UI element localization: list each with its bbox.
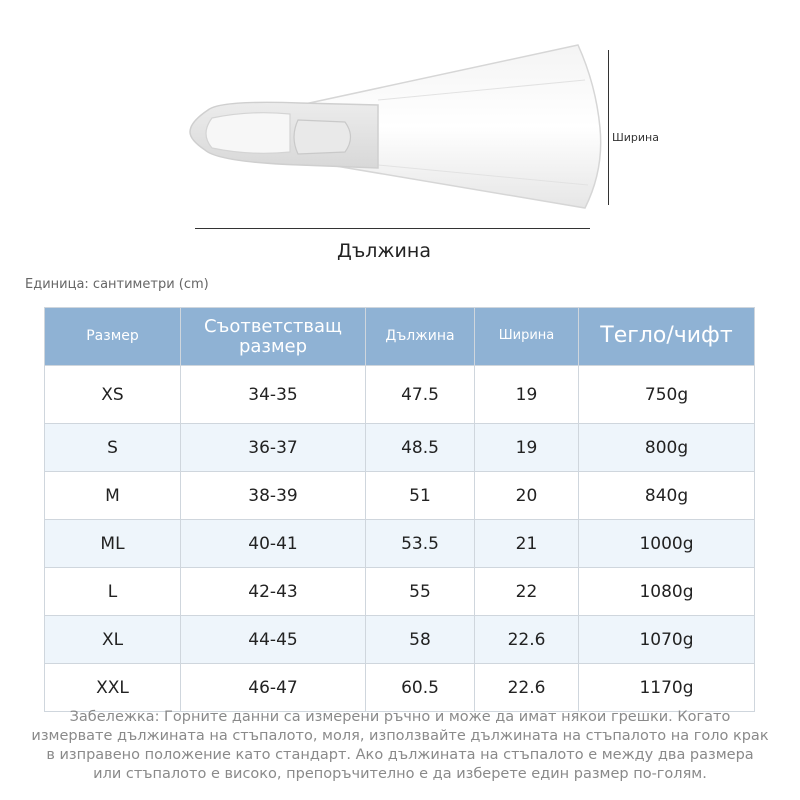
- cell-matching-size: 38-39: [181, 472, 366, 520]
- cell-size: S: [45, 424, 181, 472]
- length-dimension-line: [195, 228, 590, 229]
- header-weight: Тегло/чифт: [579, 308, 755, 366]
- disclaimer-note: Забележка: Горните данни са измерени ръчно и може да имат някои грешки. Когато измервате дължината на стъпалото, моля, използвайте дължината на стъпалото на голо крак в изправено положение като стандарт. Ако дължината на стъпалото е между два размера или стъпалото е високо, препоръчително е да изберете един размер по-голям.: [31, 709, 769, 782]
- table-header-row: [45, 308, 755, 366]
- cell-matching-size: 44-45: [181, 616, 366, 664]
- cell-length: 58: [366, 616, 475, 664]
- width-dimension-line: [608, 50, 609, 205]
- table-row: [45, 424, 755, 472]
- cell-length: 55: [366, 568, 475, 616]
- cell-width: 20: [475, 472, 579, 520]
- table-row: [45, 472, 755, 520]
- cell-size: XXL: [45, 664, 181, 712]
- cell-length: 53.5: [366, 520, 475, 568]
- cell-width: 22: [475, 568, 579, 616]
- size-chart-table: [44, 307, 755, 712]
- cell-matching-size: 34-35: [181, 366, 366, 424]
- table-row: [45, 520, 755, 568]
- cell-matching-size: 40-41: [181, 520, 366, 568]
- cell-width: 21: [475, 520, 579, 568]
- fin-illustration: [0, 0, 800, 275]
- cell-size: XL: [45, 616, 181, 664]
- cell-width: 19: [475, 366, 579, 424]
- cell-length: 60.5: [366, 664, 475, 712]
- cell-weight: 1000g: [579, 520, 755, 568]
- cell-matching-size: 42-43: [181, 568, 366, 616]
- table-row: [45, 664, 755, 712]
- cell-weight: 1070g: [579, 616, 755, 664]
- cell-length: 51: [366, 472, 475, 520]
- cell-size: L: [45, 568, 181, 616]
- cell-weight: 750g: [579, 366, 755, 424]
- width-label: Ширина: [612, 131, 659, 144]
- cell-size: M: [45, 472, 181, 520]
- header-matching-size: Съответстващ размер: [181, 308, 366, 366]
- header-width: Ширина: [475, 308, 579, 366]
- table-row: [45, 568, 755, 616]
- cell-width: 19: [475, 424, 579, 472]
- length-label: Дължина: [337, 240, 431, 262]
- cell-weight: 1170g: [579, 664, 755, 712]
- cell-length: 48.5: [366, 424, 475, 472]
- cell-size: XS: [45, 366, 181, 424]
- cell-weight: 1080g: [579, 568, 755, 616]
- cell-matching-size: 36-37: [181, 424, 366, 472]
- cell-width: 22.6: [475, 616, 579, 664]
- cell-size: ML: [45, 520, 181, 568]
- header-size: Размер: [45, 308, 181, 366]
- cell-length: 47.5: [366, 366, 475, 424]
- cell-width: 22.6: [475, 664, 579, 712]
- header-length: Дължина: [366, 308, 475, 366]
- fin-diagram: [0, 0, 800, 275]
- cell-matching-size: 46-47: [181, 664, 366, 712]
- unit-label: Единица: сантиметри (cm): [25, 277, 209, 292]
- cell-weight: 800g: [579, 424, 755, 472]
- table-row: [45, 616, 755, 664]
- cell-weight: 840g: [579, 472, 755, 520]
- table-row: [45, 366, 755, 424]
